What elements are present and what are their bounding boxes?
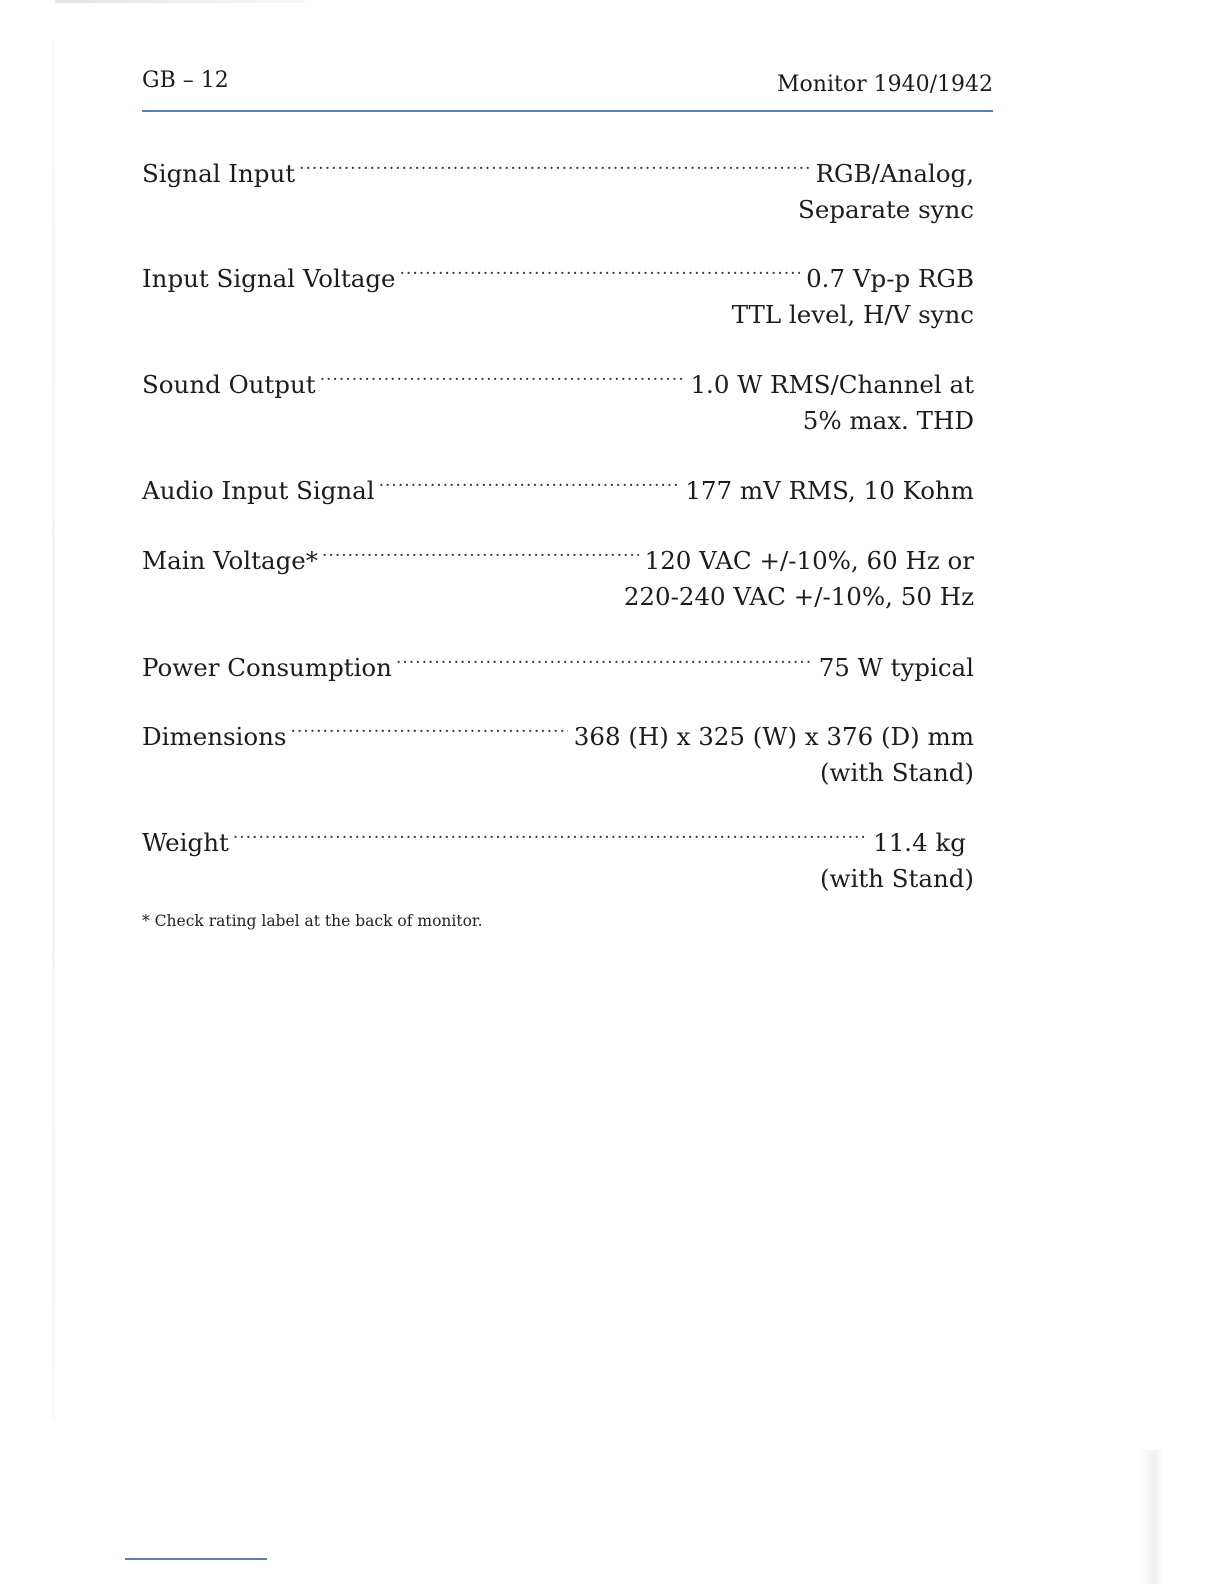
spec-value-continued: (with Stand)	[819, 864, 974, 893]
spec-value: 11.4 kg	[873, 828, 966, 857]
scan-edge-right	[1140, 1450, 1164, 1584]
spec-value: 120 VAC +/-10%, 60 Hz or	[644, 546, 974, 575]
spec-line	[142, 251, 974, 297]
header-rule	[142, 110, 993, 112]
spec-line	[142, 463, 974, 509]
spec-line	[142, 709, 974, 755]
spec-line	[142, 533, 974, 579]
page-number: GB – 12	[142, 68, 229, 93]
spec-value-continued: (with Stand)	[819, 758, 974, 787]
footnote: * Check rating label at the back of monitor.	[142, 912, 483, 930]
spec-signal-input	[142, 146, 974, 228]
spec-value: 1.0 W RMS/Channel at	[690, 370, 974, 399]
scan-edge-top	[55, 0, 305, 3]
spec-label: Power Consumption	[142, 653, 392, 682]
spec-label: Dimensions	[142, 722, 287, 751]
spec-label: Main Voltage*	[142, 546, 319, 575]
spec-line	[142, 640, 974, 686]
spec-input-signal-voltage	[142, 251, 974, 333]
spec-weight	[142, 815, 974, 897]
spec-line	[142, 146, 974, 192]
spec-label: Sound Output	[142, 370, 316, 399]
spec-line	[142, 815, 974, 861]
page-header	[142, 68, 993, 102]
dot-leader	[299, 146, 810, 182]
dot-leader	[233, 815, 867, 851]
spec-value-continued: 220-240 VAC +/-10%, 50 Hz	[623, 582, 974, 611]
spec-line	[142, 357, 974, 403]
dot-leader	[291, 709, 568, 745]
spec-value-continued: TTL level, H/V sync	[731, 300, 974, 329]
spec-audio-input-signal	[142, 463, 974, 509]
spec-value: 0.7 Vp-p RGB	[806, 264, 974, 293]
spec-dimensions	[142, 709, 974, 791]
dot-leader	[396, 640, 813, 676]
spec-sound-output	[142, 357, 974, 439]
spec-label: Weight	[142, 828, 229, 857]
spec-label: Audio Input Signal	[142, 476, 375, 505]
dot-leader	[320, 357, 685, 393]
scan-edge-left	[52, 40, 55, 1420]
spec-value-continued: Separate sync	[798, 195, 974, 224]
dot-leader	[379, 463, 680, 499]
spec-value: RGB/Analog,	[815, 159, 974, 188]
spec-label: Input Signal Voltage	[142, 264, 396, 293]
spec-value: 75 W typical	[818, 653, 974, 682]
bottom-rule	[125, 1558, 267, 1560]
spec-value: 368 (H) x 325 (W) x 376 (D) mm	[573, 722, 974, 751]
spec-value: 177 mV RMS, 10 Kohm	[685, 476, 974, 505]
dot-leader	[400, 251, 801, 287]
dot-leader	[322, 533, 639, 569]
spec-value-continued: 5% max. THD	[802, 406, 974, 435]
spec-main-voltage	[142, 533, 974, 615]
spec-power-consumption	[142, 640, 974, 686]
spec-label: Signal Input	[142, 159, 296, 188]
document-title: Monitor 1940/1942	[777, 72, 993, 97]
